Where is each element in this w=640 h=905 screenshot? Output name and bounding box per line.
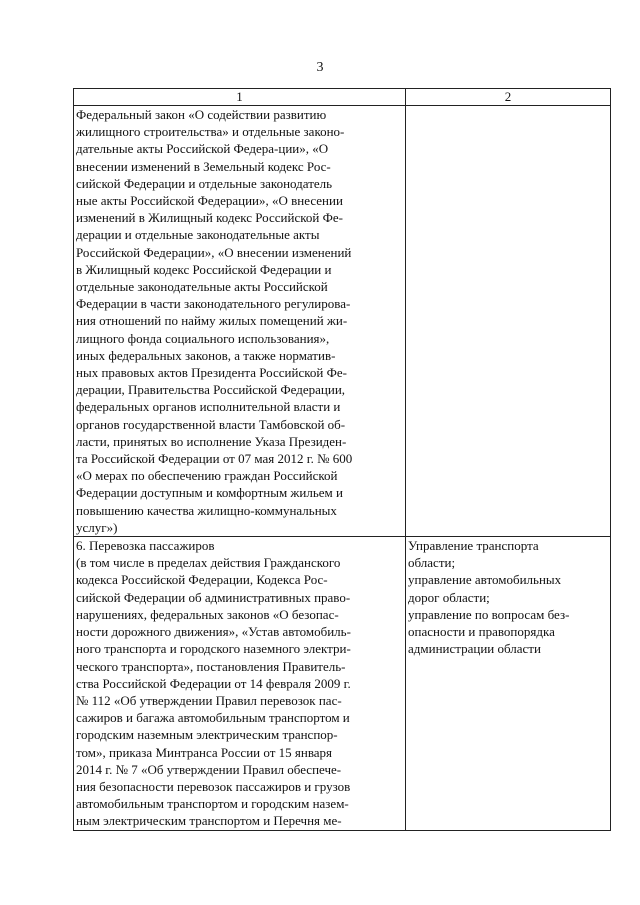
- text-line: (в том числе в пределах действия Гражданского: [76, 555, 341, 571]
- text-line: органов государственной власти Тамбовской об-: [76, 416, 346, 432]
- row-2-column-2: [406, 537, 611, 830]
- text-line: ства Российской Федерации от 14 февраля 2009 г.: [76, 675, 351, 691]
- text-line: сажиров и багажа автомобильным транспортом и: [76, 710, 350, 726]
- text-line: опасности и правопорядка: [408, 624, 555, 640]
- text-line: Федеральный закон «О содействии развитию: [76, 107, 327, 122]
- text-line: Управление транспорта: [408, 538, 539, 554]
- text-line: Федерации доступным и комфортным жильем и: [76, 485, 343, 501]
- table-row: [74, 106, 611, 537]
- text-line: Федерации в части законодательного регулирова-: [76, 296, 351, 312]
- text-line: жилищного строительства» и отдельные законо-: [76, 124, 345, 140]
- text-line: 6. Перевозка пассажиров: [76, 538, 215, 554]
- text-line: та Российской Федерации от 07 мая 2012 г. № 600: [76, 451, 353, 467]
- text-line: федеральных органов исполнительной власти и: [76, 399, 341, 415]
- table-row: [74, 537, 611, 830]
- text-line: отдельные законодательные акты Российской: [76, 279, 328, 295]
- text-line: «О мерах по обеспечению граждан Российской: [76, 468, 338, 484]
- text-line: нарушениях, федеральных законов «О безопас-: [76, 606, 339, 622]
- text-line: внесении изменений в Земельный кодекс Рос-: [76, 158, 331, 174]
- row-1-column-1: [74, 106, 406, 537]
- text-line: дорог области;: [408, 589, 490, 605]
- column-header-1: 1: [74, 89, 406, 106]
- text-line: администрации области: [408, 641, 541, 657]
- text-line: сийской Федерации и отдельные законодатель: [76, 175, 333, 191]
- text-line: Российской Федерации», «О внесении изменений: [76, 244, 352, 260]
- text-line: дерации и отдельные законодательные акты: [76, 227, 320, 243]
- text-line: изменений в Жилищный кодекс Российской Фе-: [76, 210, 343, 226]
- text-line: ного транспорта и городского наземного электри-: [76, 641, 351, 657]
- text-line: повышению качества жилищно-коммунальных: [76, 502, 337, 518]
- text-line: области;: [408, 555, 456, 571]
- row-2-column-1: [74, 537, 406, 830]
- text-line: ным электрическим транспортом и Перечня ме-: [76, 813, 342, 829]
- text-line: № 112 «Об утверждении Правил перевозок пас-: [76, 692, 342, 708]
- text-line: дерации, Правительства Российской Федерации,: [76, 382, 346, 398]
- text-line: городским наземным электрическим транспор-: [76, 727, 338, 743]
- text-line: ния безопасности перевозок пассажиров и грузов: [76, 778, 351, 794]
- text-line: автомобильным транспортом и городским назем-: [76, 796, 349, 812]
- table-header-row: [74, 89, 611, 106]
- text-line: ных правовых актов Президента Российской Фе-: [76, 365, 347, 381]
- text-line: дательные акты Российской Федера-ции», «О: [76, 141, 329, 157]
- text-line: в Жилищный кодекс Российской Федерации и: [76, 261, 332, 277]
- text-line: управление автомобильных: [408, 572, 562, 588]
- text-line: ности дорожного движения», «Устав автомобиль-: [76, 624, 351, 640]
- text-line: кодекса Российской Федерации, Кодекса Рос-: [76, 572, 328, 588]
- column-header-2: 2: [406, 89, 611, 106]
- document-table: [73, 88, 611, 831]
- text-line: том», приказа Минтранса России от 15 января: [76, 744, 333, 760]
- text-line: ласти, принятых во исполнение Указа Президен-: [76, 433, 347, 449]
- text-line: сийской Федерации об административных право-: [76, 589, 351, 605]
- text-line: ные акты Российской Федерации», «О внесении: [76, 193, 343, 209]
- text-line: ческого транспорта», постановления Правитель-: [76, 658, 346, 674]
- text-line: иных федеральных законов, а также норматив-: [76, 347, 336, 363]
- text-line: управление по вопросам без-: [408, 606, 570, 622]
- text-line: услуг»): [76, 519, 118, 535]
- text-line: лищного фонда социального использования»,: [76, 330, 330, 346]
- text-line: 2014 г. № 7 «Об утверждении Правил обеспече-: [76, 761, 342, 777]
- row-1-column-2: [406, 106, 611, 537]
- text-line: ния отношений по найму жилых помещений жи-: [76, 313, 348, 329]
- page-number: 3: [316, 60, 324, 75]
